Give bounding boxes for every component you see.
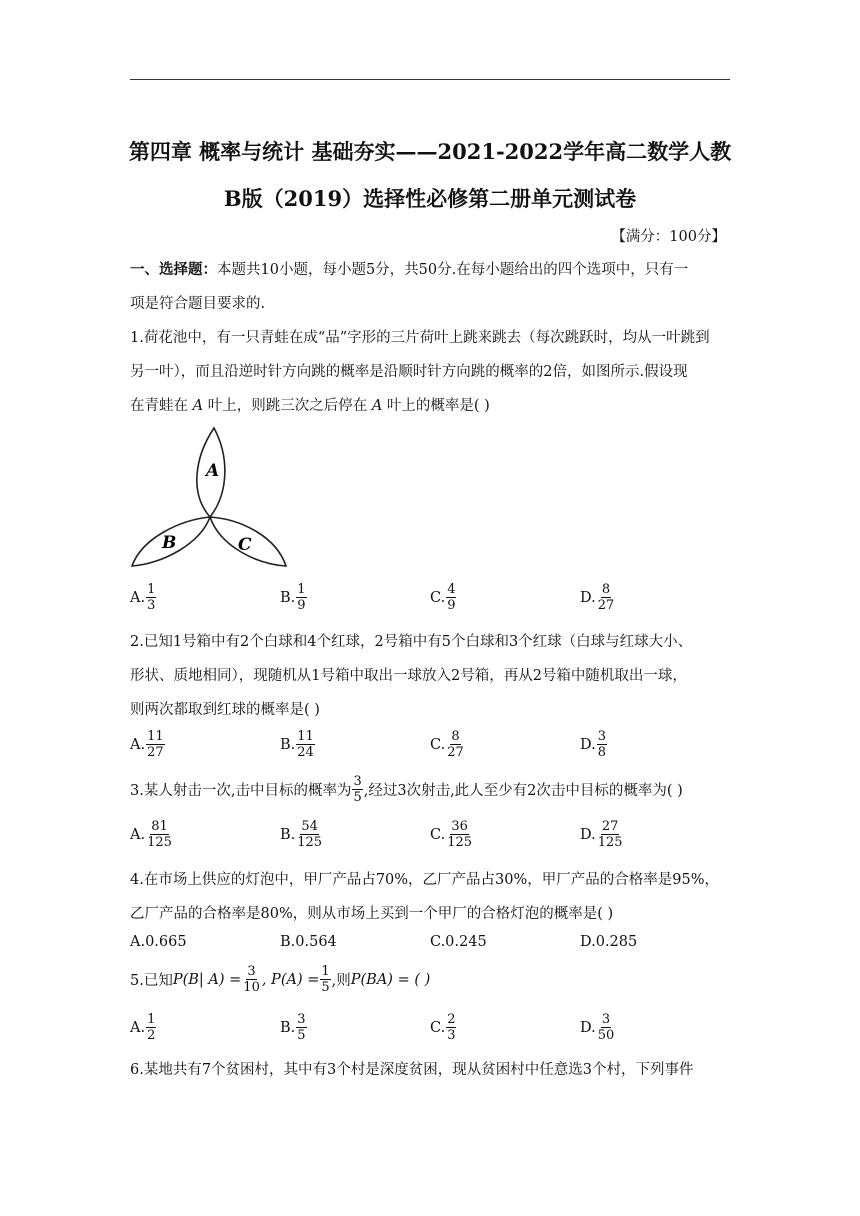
q2-option-a[interactable]: A. $\frac{11}{27}$ <box>130 729 164 760</box>
var-a-2: A <box>371 398 383 414</box>
q2-option-b[interactable]: B. $\frac{11}{24}$ <box>280 729 314 760</box>
header-rule <box>130 79 730 80</box>
q1-option-c[interactable]: C. $\frac{4}{9}$ <box>430 582 456 613</box>
q3-option-d[interactable]: D. $\frac{27}{125}$ <box>580 819 623 850</box>
q3-fraction: $\frac{3}{5}$ <box>353 774 362 805</box>
q5-option-a[interactable]: A. $\frac{1}{2}$ <box>130 1012 156 1043</box>
q4-line1: 4.在市场上供应的灯泡中，甲厂产品占70%，乙厂产品占30%，甲厂产品的合格率是95%， <box>130 872 720 888</box>
q1-options <box>130 582 730 622</box>
q2-option-c[interactable]: C. $\frac{8}{27}$ <box>430 729 464 760</box>
q2-line2: 形状、质地相同），现随机从1号箱中取出一球放入2号箱，再从2号箱中随机取出一球， <box>130 668 687 684</box>
q6-line1: 6.某地共有7个贫困村，其中有3个村是深度贫困，现从贫困村中任意选3个村，下列事件 <box>130 1062 694 1078</box>
q5-option-c[interactable]: C. $\frac{2}{3}$ <box>430 1012 456 1043</box>
q4-option-a[interactable]: A.0.665 <box>130 934 187 950</box>
q4-option-d[interactable]: D.0.285 <box>580 934 638 950</box>
q5-options <box>130 1012 730 1052</box>
q1-line3: 在青蛙在 A 叶上，则跳三次之后停在 A 叶上的概率是( ) <box>130 398 490 414</box>
q5-expr1: P(B| A) = <box>172 971 242 988</box>
q4-options <box>130 934 730 956</box>
leaf-label-b: B <box>162 533 177 553</box>
full-score: 【满分：100分】 <box>611 229 726 245</box>
q1-option-b[interactable]: B. $\frac{1}{9}$ <box>280 582 306 613</box>
q5-expr4: P(BA) = ( ) <box>350 971 431 988</box>
leaf-label-c: C <box>238 535 252 555</box>
q5-line: 5.已知 P(B| A) = $\frac{3}{10}$ , P(A) = $\frac{1}{5}$ ,则 P(BA) = ( ) <box>130 964 431 995</box>
q3-options <box>130 819 730 859</box>
q2-line1: 2.已知1号箱中有2个白球和4个红球，2号箱中有5个白球和3个红球（白球与红球大小、 <box>130 634 693 650</box>
q2-options <box>130 729 730 769</box>
page-title-line2: B版（2019）选择性必修第二册单元测试卷 <box>223 186 637 211</box>
lotus-leaves-figure <box>130 424 290 570</box>
q1-option-a[interactable]: A. $\frac{1}{3}$ <box>130 582 156 613</box>
section-intro-line2: 项是符合题目要求的. <box>130 296 266 312</box>
q5-option-b[interactable]: B. $\frac{3}{5}$ <box>280 1012 306 1043</box>
q5-option-d[interactable]: D. $\frac{3}{50}$ <box>580 1012 615 1043</box>
q4-line2: 乙厂产品的合格率是80%，则从市场上买到一个甲厂的合格灯泡的概率是( ) <box>130 906 614 922</box>
q4-option-b[interactable]: B.0.564 <box>280 934 337 950</box>
q3-option-b[interactable]: B. $\frac{54}{125}$ <box>280 819 323 850</box>
leaf-label-a: A <box>206 461 220 481</box>
q2-option-d[interactable]: D. $\frac{3}{8}$ <box>580 729 606 760</box>
q1-line1: 1.荷花池中，有一只青蛙在成“品”字形的三片荷叶上跳来跳去（每次跳跃时，均从一叶跳到 <box>130 330 710 346</box>
section-label: 一、选择题： <box>130 261 217 278</box>
section-intro-line1 <box>130 258 688 279</box>
q2-line3: 则两次都取到红球的概率是( ) <box>130 702 320 718</box>
section-text1: 本题共10小题，每小题5分，共50分.在每小题给出的四个选项中，只有一 <box>217 262 689 278</box>
q3-line: 3.某人射击一次,击中目标的概率为 $\frac{3}{5}$ ,经过3次射击,此人至少有2次击中目标的概率为( ) <box>130 774 683 805</box>
q5-expr2: , P(A) = <box>261 971 320 988</box>
var-a: A <box>192 398 204 414</box>
q1-line2: 另一叶），而且沿逆时针方向跳的概率是沿顺时针方向跳的概率的2倍，如图所示.假设现 <box>130 364 688 380</box>
q3-option-c[interactable]: C. $\frac{36}{125}$ <box>430 819 473 850</box>
q3-option-a[interactable]: A. $\frac{81}{125}$ <box>130 819 172 850</box>
page-title-line1: 第四章 概率与统计 基础夯实——2021-2022学年高二数学人教 <box>128 139 732 164</box>
q4-option-c[interactable]: C.0.245 <box>430 934 487 950</box>
q1-option-d[interactable]: D. $\frac{8}{27}$ <box>580 582 615 613</box>
